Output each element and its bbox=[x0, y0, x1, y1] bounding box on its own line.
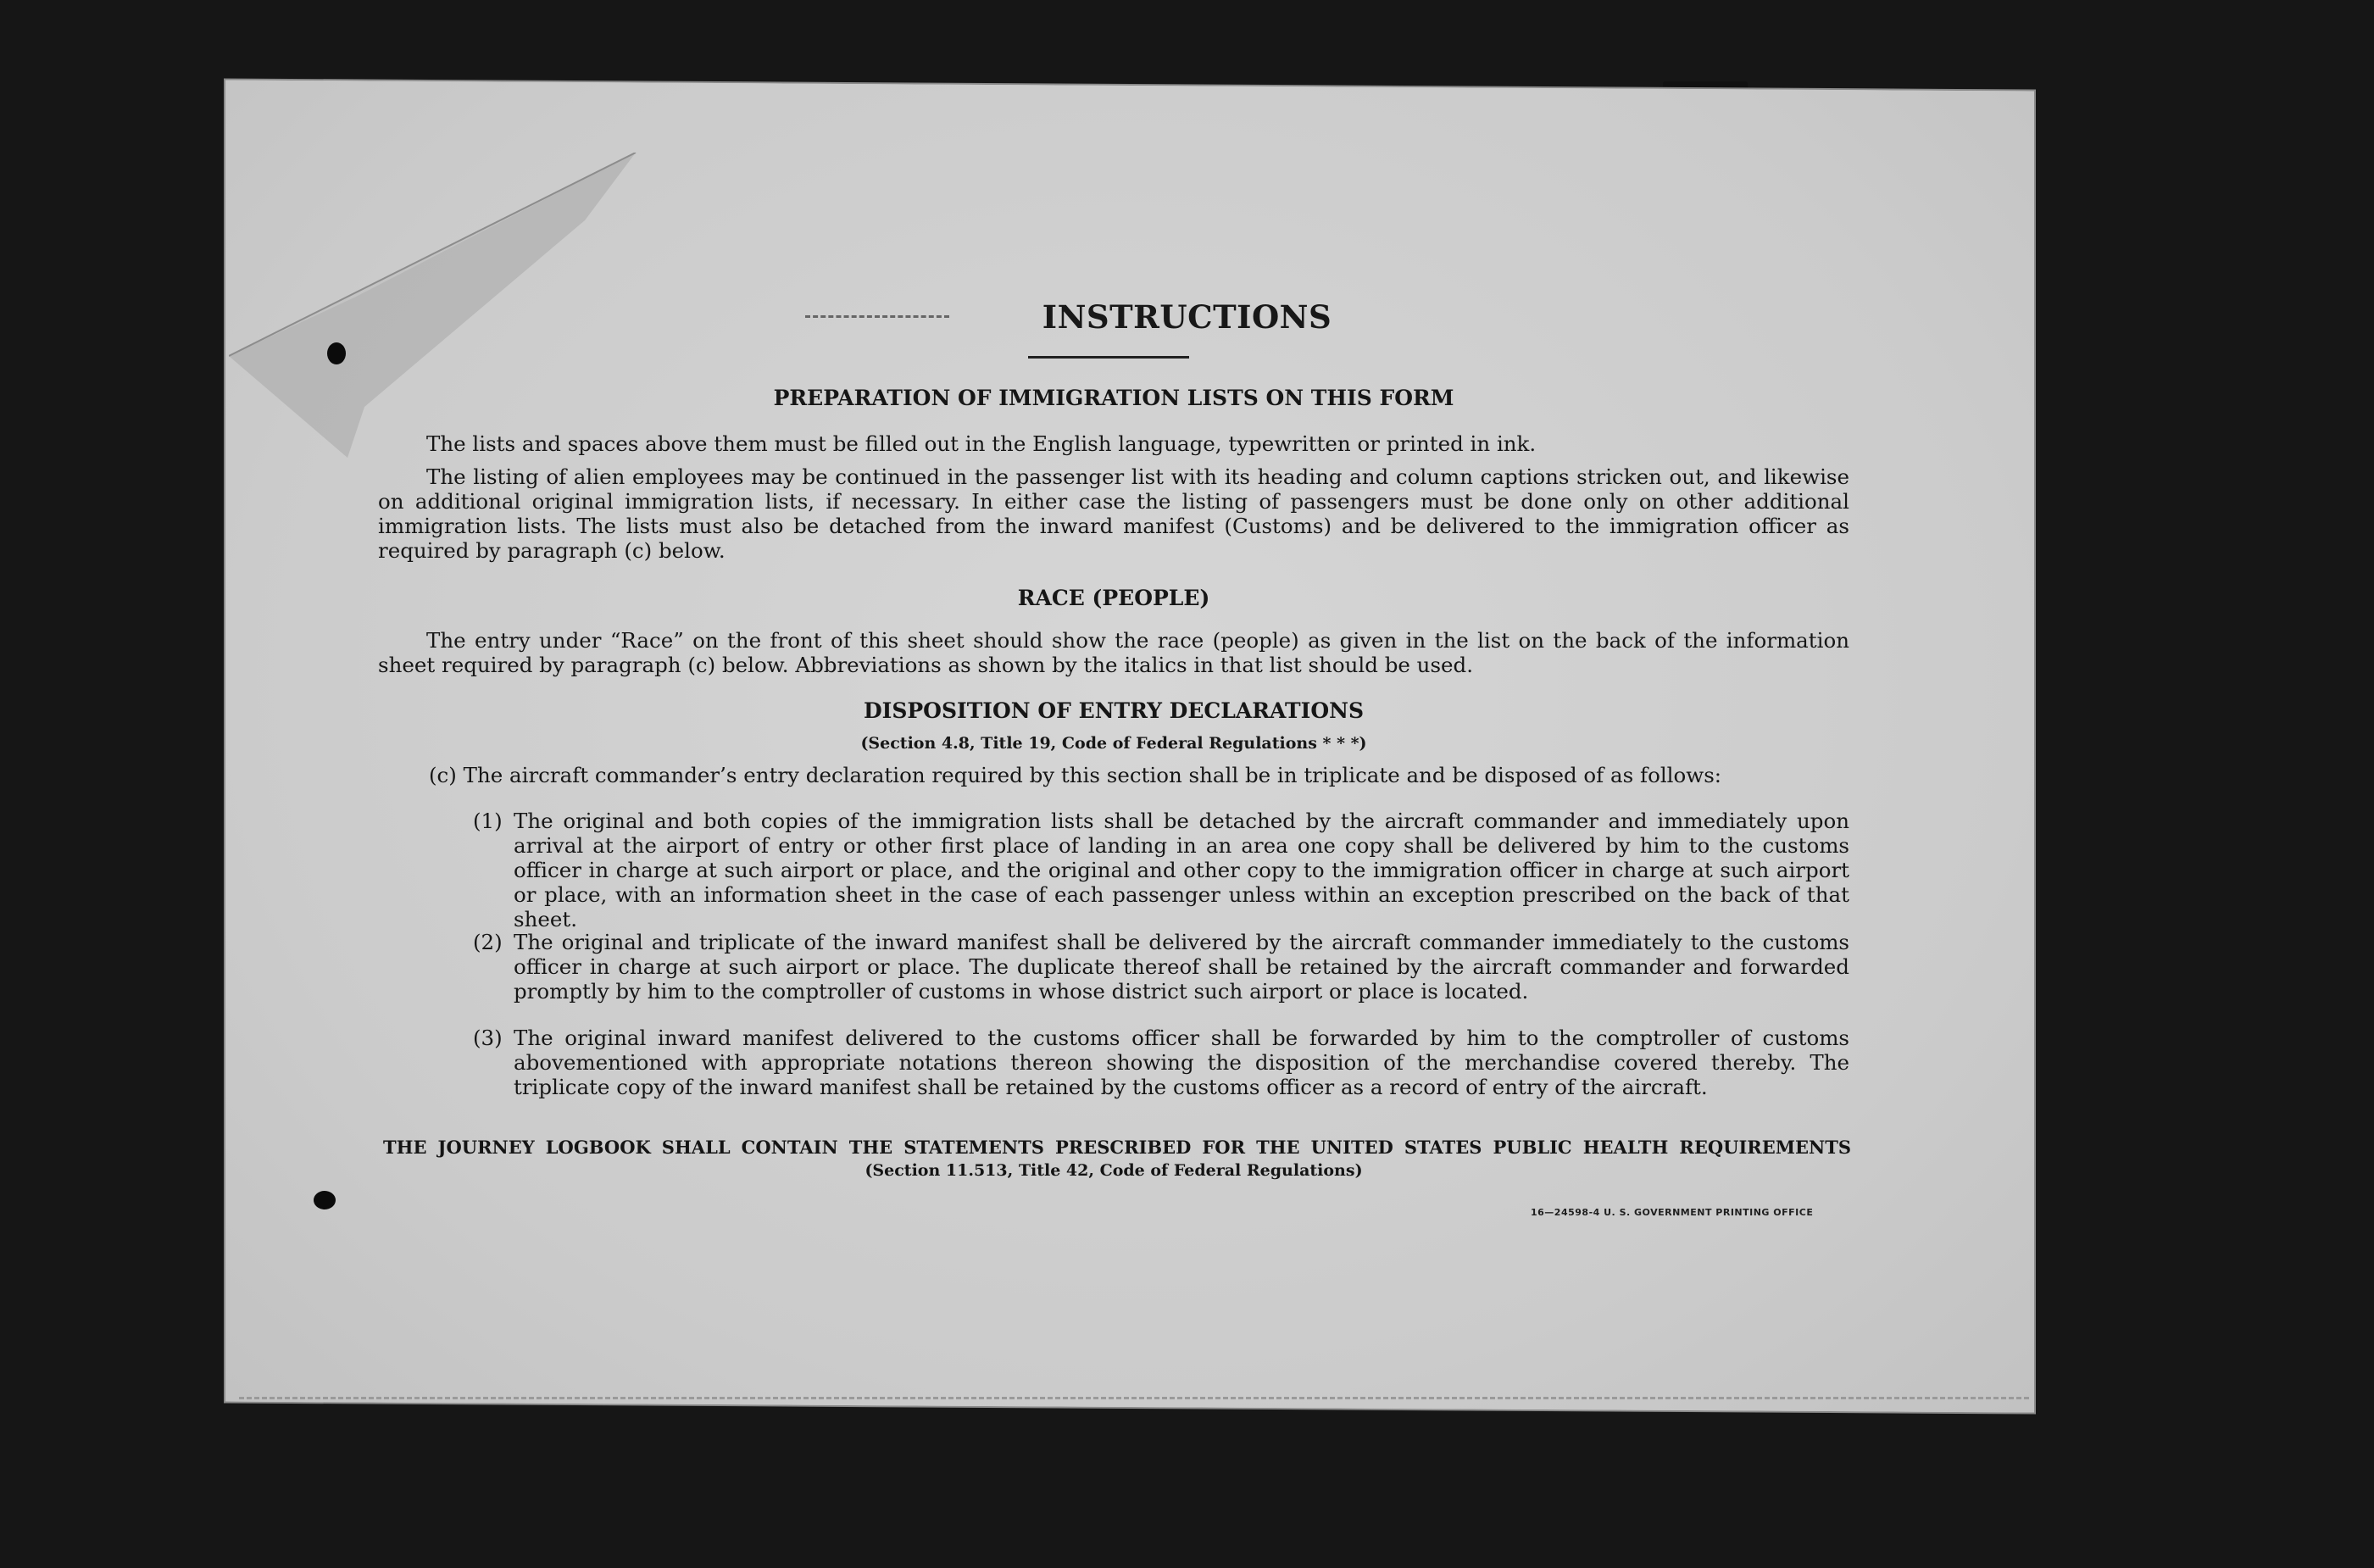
perforated-edge bbox=[239, 1397, 2029, 1399]
title-underline bbox=[1028, 356, 1189, 359]
item-text: The original inward manifest delivered to the customs officer shall be forwarded by him to the comptroller of customs abovementioned with appropriate notations thereon showing the disposition of the merchandise covered thereby. The triplicate copy of the inward manifest shall be retained by the customs officer as a record of entry of the aircraft. bbox=[514, 1026, 1849, 1099]
race-heading: RACE (PEOPLE) bbox=[1017, 586, 1210, 610]
preparation-paragraph-1: The lists and spaces above them must be filled out in the English language, typewritten or printed in ink. bbox=[426, 431, 1537, 456]
disposition-item-2 bbox=[473, 930, 1849, 1004]
preparation-heading: PREPARATION OF IMMIGRATION LISTS ON THIS FORM bbox=[773, 386, 1454, 410]
printer-imprint: 16—24598-4 U. S. GOVERNMENT PRINTING OFFICE bbox=[1531, 1207, 1814, 1218]
race-paragraph: The entry under “Race” on the front of this sheet should show the race (people) as given in the list on the back of the information sheet required by paragraph (c) below. Abbreviations as shown by the italics in that list should be used. bbox=[378, 628, 1849, 677]
logbook-citation: (Section 11.513, Title 42, Code of Federal Regulations) bbox=[865, 1161, 1363, 1180]
disposition-citation: (Section 4.8, Title 19, Code of Federal Regulations * * *) bbox=[860, 734, 1367, 753]
item-number: (3) bbox=[473, 1026, 503, 1050]
logbook-statement: THE JOURNEY LOGBOOK SHALL CONTAIN THE STATEMENTS PRESCRIBED FOR THE UNITED STATES PUBLIC HEALTH REQUIREMENTS bbox=[383, 1137, 1851, 1158]
disposition-item-3 bbox=[473, 1026, 1849, 1099]
preparation-paragraph-2: The listing of alien employees may be continued in the passenger list with its heading and column captions stricken out, and likewise on additional original immigration lists, if necessary. In either case the listing of passengers must be done only on other additional immigration lists. The lists must also be detached from the inward manifest (Customs) and be delivered to the immigration officer as required by paragraph (c) below. bbox=[378, 464, 1849, 563]
item-text: The original and both copies of the immigration lists shall be detached by the aircraft commander and immediately upon arrival at the airport of entry or other first place of landing in an area one copy shall be delivered by him to the customs officer in charge at such airport or place, and the original and other copy to the immigration officer in charge at such airport or place, with an information sheet in the case of each passenger unless within an exception prescribed on the back of that sheet. bbox=[514, 809, 1849, 931]
disposition-item-1 bbox=[473, 809, 1849, 931]
item-text: The original and triplicate of the inward manifest shall be delivered by the aircraft commander immediately to the customs officer in charge at such airport or place. The duplicate thereof shall be retained by the aircraft commander and forwarded promptly by him to the comptroller of customs in whose district such airport or place is located. bbox=[514, 930, 1849, 1004]
disposition-heading: DISPOSITION OF ENTRY DECLARATIONS bbox=[863, 698, 1365, 723]
item-number: (1) bbox=[473, 809, 503, 833]
disposition-intro: (c) The aircraft commander’s entry declaration required by this section shall be in triplicate and be disposed of as follows: bbox=[429, 763, 1722, 787]
item-number: (2) bbox=[473, 930, 503, 954]
page-title: INSTRUCTIONS bbox=[1042, 298, 1332, 336]
